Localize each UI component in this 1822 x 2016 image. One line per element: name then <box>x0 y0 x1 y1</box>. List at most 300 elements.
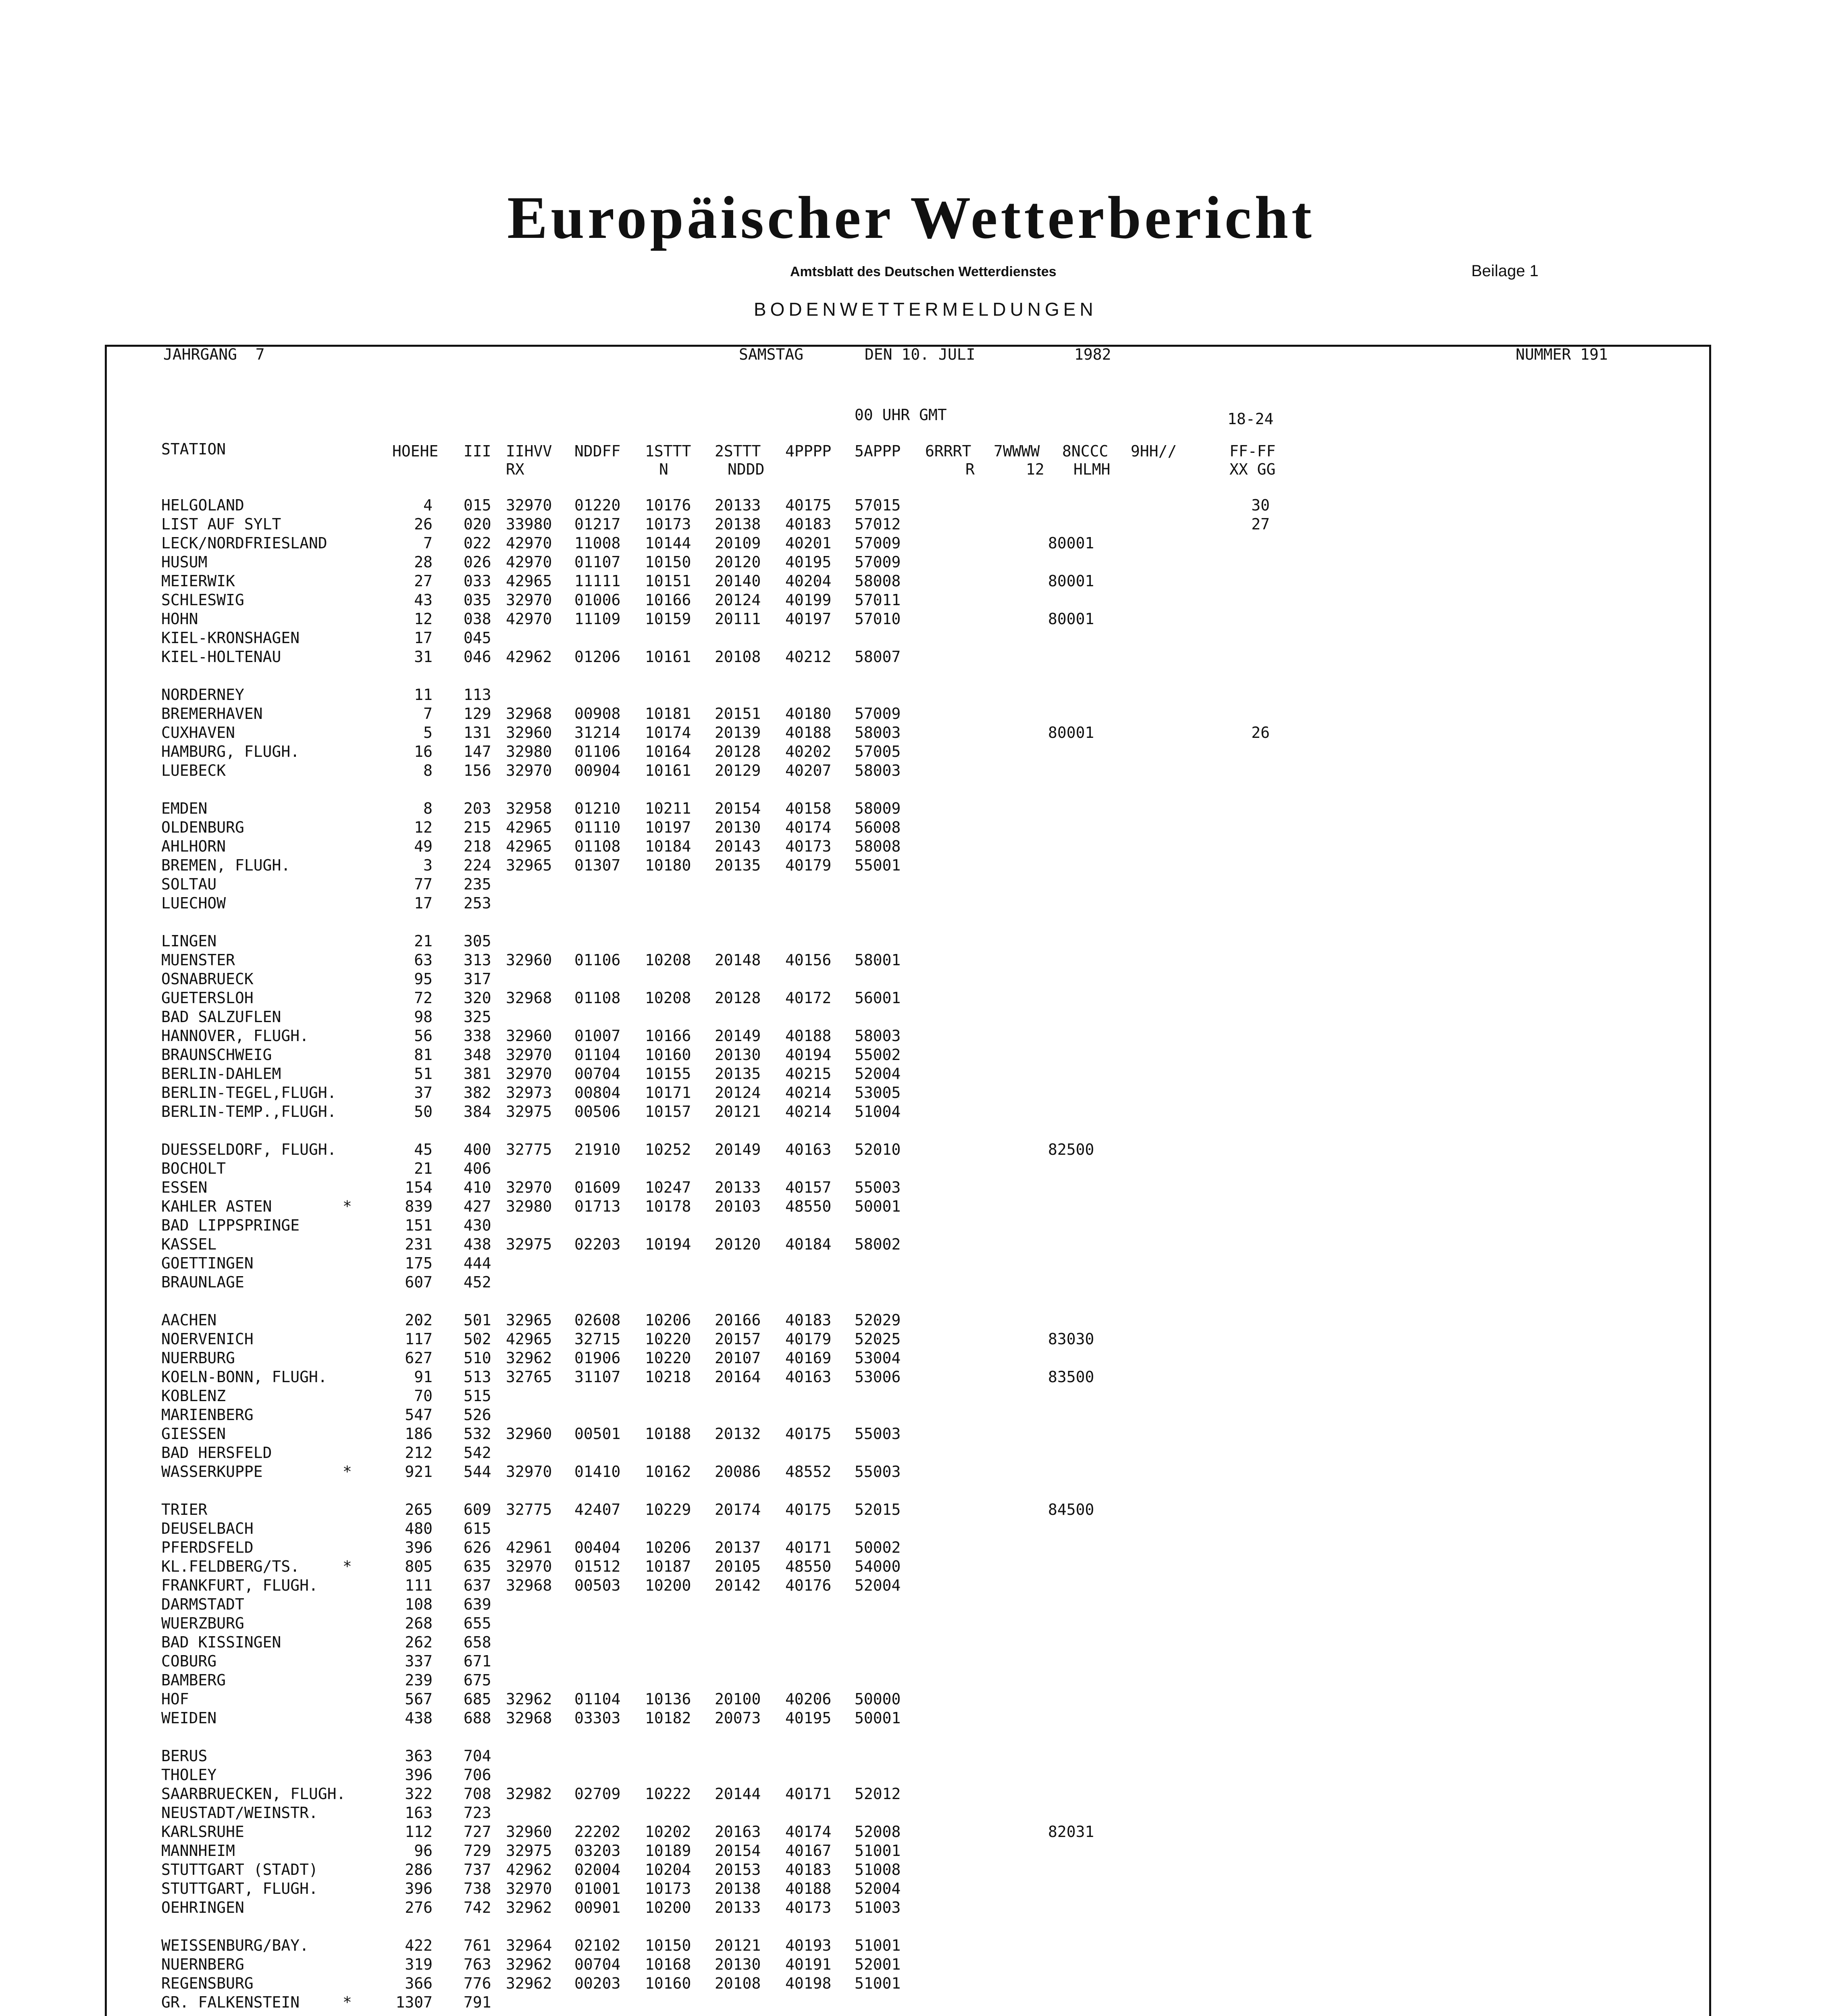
group-4pppp: 40158 <box>785 800 832 817</box>
group-5appp: 57015 <box>855 496 901 514</box>
station-row <box>107 1045 1709 1064</box>
group-iihvv: 32973 <box>506 1084 552 1102</box>
station-id: 688 <box>464 1709 491 1727</box>
group-4pppp: 40184 <box>785 1235 832 1253</box>
station-name: WEISSENBURG/BAY. <box>161 1937 309 1954</box>
station-height: 63 <box>414 951 433 969</box>
station-name: NORDERNEY <box>161 686 244 704</box>
group-5appp: 52004 <box>855 1065 901 1083</box>
station-height: 319 <box>405 1956 433 1973</box>
group-4pppp: 40183 <box>785 1861 832 1879</box>
station-row <box>107 515 1709 534</box>
station-height: 363 <box>405 1747 433 1765</box>
group-4pppp: 40195 <box>785 553 832 571</box>
group-2sttt: 20128 <box>715 743 761 760</box>
group-2sttt: 20133 <box>715 496 761 514</box>
station-id: 502 <box>464 1330 491 1348</box>
group-5appp: 53005 <box>855 1084 901 1102</box>
group-nddff: 02608 <box>574 1311 621 1329</box>
group-1sttt: 10220 <box>645 1330 691 1348</box>
station-row <box>107 932 1709 951</box>
group-nddff: 01108 <box>574 837 621 855</box>
station-height: 117 <box>405 1330 433 1348</box>
station-name: KIEL-KRONSHAGEN <box>161 629 300 647</box>
group-2sttt: 20124 <box>715 1084 761 1102</box>
station-row <box>107 591 1709 610</box>
group-1sttt: 10206 <box>645 1539 691 1556</box>
station-height: 5 <box>423 724 433 741</box>
station-id: 147 <box>464 743 491 760</box>
group-1sttt: 10218 <box>645 1368 691 1386</box>
group-4pppp: 40169 <box>785 1349 832 1367</box>
group-4pppp: 40171 <box>785 1785 832 1803</box>
group-nddff: 02203 <box>574 1235 621 1253</box>
station-id: 317 <box>464 970 491 988</box>
group-iihvv: 32960 <box>506 951 552 969</box>
station-height: 3 <box>423 856 433 874</box>
group-5appp: 58001 <box>855 951 901 969</box>
group-iihvv: 32970 <box>506 1046 552 1064</box>
group-iihvv: 32970 <box>506 1065 552 1083</box>
station-row <box>107 723 1709 742</box>
station-id: 410 <box>464 1179 491 1196</box>
station-height: 322 <box>405 1785 433 1803</box>
column-ff-ff: FF-FF <box>1229 442 1276 460</box>
station-height: 26 <box>414 515 433 533</box>
station-height: 77 <box>414 875 433 893</box>
group-8nccc: 80001 <box>1048 572 1094 590</box>
station-height: 108 <box>405 1595 433 1613</box>
column-5appp: 5APPP <box>855 442 901 460</box>
column-7wwww: 7WWWW <box>994 442 1040 460</box>
station-height: 17 <box>414 629 433 647</box>
mountain-marker: * <box>343 1198 352 1215</box>
section-title: BODENWETTERMELDUNGEN <box>754 299 1097 320</box>
station-height: 45 <box>414 1141 433 1158</box>
group-nddff: 01210 <box>574 800 621 817</box>
station-row <box>107 1311 1709 1330</box>
group-2sttt: 20108 <box>715 1974 761 1992</box>
group-iihvv: 42961 <box>506 1539 552 1556</box>
station-id: 156 <box>464 762 491 779</box>
station-row <box>107 1690 1709 1709</box>
group-4pppp: 40156 <box>785 951 832 969</box>
station-height: 17 <box>414 894 433 912</box>
group-2sttt: 20086 <box>715 1463 761 1481</box>
station-name: KASSEL <box>161 1235 217 1253</box>
group-8nccc: 82031 <box>1048 1823 1094 1841</box>
station-id: 637 <box>464 1577 491 1594</box>
station-row <box>107 1785 1709 1804</box>
group-iihvv: 32980 <box>506 1198 552 1215</box>
mountain-marker: * <box>343 1463 352 1481</box>
station-row <box>107 1519 1709 1538</box>
station-row <box>107 1083 1709 1102</box>
group-4pppp: 40199 <box>785 591 832 609</box>
station-name: KOELN-BONN, FLUGH. <box>161 1368 327 1386</box>
station-height: 212 <box>405 1444 433 1462</box>
station-name: EMDEN <box>161 800 208 817</box>
station-name: KARLSRUHE <box>161 1823 244 1841</box>
group-nddff: 00404 <box>574 1539 621 1556</box>
group-2sttt: 20130 <box>715 818 761 836</box>
group-2sttt: 20133 <box>715 1899 761 1916</box>
group-2sttt: 20135 <box>715 1065 761 1083</box>
group-5appp: 50001 <box>855 1198 901 1215</box>
group-iihvv: 32970 <box>506 1880 552 1897</box>
group-iihvv: 32962 <box>506 1349 552 1367</box>
station-id: 609 <box>464 1501 491 1518</box>
group-nddff: 00501 <box>574 1425 621 1443</box>
group-1sttt: 10166 <box>645 1027 691 1045</box>
column-9hh: 9HH// <box>1131 442 1177 460</box>
group-4pppp: 40157 <box>785 1179 832 1196</box>
column-iihvv-sub: RX <box>506 460 524 478</box>
group-4pppp: 40180 <box>785 705 832 723</box>
station-row <box>107 1178 1709 1197</box>
group-2sttt: 20174 <box>715 1501 761 1518</box>
station-row <box>107 648 1709 666</box>
station-id: 026 <box>464 553 491 571</box>
group-2sttt: 20100 <box>715 1690 761 1708</box>
station-id: 022 <box>464 534 491 552</box>
group-2sttt: 20153 <box>715 1861 761 1879</box>
group-1sttt: 10204 <box>645 1861 691 1879</box>
station-name: REGENSBURG <box>161 1974 254 1992</box>
group-iihvv: 32962 <box>506 1899 552 1916</box>
station-row <box>107 1216 1709 1235</box>
group-4pppp: 40179 <box>785 1330 832 1348</box>
group-4pppp: 40173 <box>785 837 832 855</box>
group-8nccc: 83030 <box>1048 1330 1094 1348</box>
group-nddff: 00704 <box>574 1065 621 1083</box>
station-height: 151 <box>405 1216 433 1234</box>
group-nddff: 02004 <box>574 1861 621 1879</box>
group-1sttt: 10150 <box>645 1937 691 1954</box>
group-nddff: 00704 <box>574 1956 621 1973</box>
station-name: PFERDSFELD <box>161 1539 254 1556</box>
group-5appp: 57012 <box>855 515 901 533</box>
group-1sttt: 10150 <box>645 553 691 571</box>
group-5appp: 55002 <box>855 1046 901 1064</box>
group-5appp: 51001 <box>855 1937 901 1954</box>
station-row <box>107 799 1709 818</box>
group-5appp: 50001 <box>855 1709 901 1727</box>
group-iihvv: 32962 <box>506 1956 552 1973</box>
group-2sttt: 20151 <box>715 705 761 723</box>
group-iihvv: 32970 <box>506 496 552 514</box>
group-5appp: 51004 <box>855 1103 901 1120</box>
station-id: 045 <box>464 629 491 647</box>
group-1sttt: 10176 <box>645 496 691 514</box>
station-row <box>107 1254 1709 1273</box>
group-2sttt: 20111 <box>715 610 761 628</box>
station-name: AHLHORN <box>161 837 226 855</box>
column-8nccc-sub: HLMH <box>1073 460 1111 478</box>
group-1sttt: 10173 <box>645 1880 691 1897</box>
group-4pppp: 40195 <box>785 1709 832 1727</box>
station-height: 396 <box>405 1880 433 1897</box>
group-4pppp: 40215 <box>785 1065 832 1083</box>
group-2sttt: 20108 <box>715 648 761 666</box>
group-2sttt: 20124 <box>715 591 761 609</box>
group-4pppp: 40204 <box>785 572 832 590</box>
group-nddff: 03303 <box>574 1709 621 1727</box>
group-nddff: 01001 <box>574 1880 621 1897</box>
station-id: 704 <box>464 1747 491 1765</box>
station-name: BRAUNSCHWEIG <box>161 1046 272 1064</box>
station-row <box>107 1671 1709 1690</box>
group-5appp: 57009 <box>855 705 901 723</box>
column-8nccc: 8NCCC <box>1062 442 1109 460</box>
group-1sttt: 10197 <box>645 818 691 836</box>
group-iihvv: 32970 <box>506 1179 552 1196</box>
station-height: 163 <box>405 1804 433 1822</box>
period-label: 18-24 <box>1227 410 1274 428</box>
station-height: 154 <box>405 1179 433 1196</box>
group-nddff: 02709 <box>574 1785 621 1803</box>
station-row <box>107 1406 1709 1425</box>
station-row <box>107 894 1709 913</box>
group-5appp: 52001 <box>855 1956 901 1973</box>
group-1sttt: 10166 <box>645 591 691 609</box>
station-height: 366 <box>405 1974 433 1992</box>
group-5appp: 51008 <box>855 1861 901 1879</box>
station-id: 129 <box>464 705 491 723</box>
station-height: 567 <box>405 1690 433 1708</box>
station-id: 742 <box>464 1899 491 1916</box>
group-2sttt: 20105 <box>715 1558 761 1575</box>
station-row <box>107 1064 1709 1083</box>
group-iihvv: 32975 <box>506 1842 552 1860</box>
group-4pppp: 40163 <box>785 1141 832 1158</box>
group-iihvv: 32960 <box>506 1425 552 1443</box>
station-name: NUERNBERG <box>161 1956 244 1973</box>
group-1sttt: 10187 <box>645 1558 691 1575</box>
mountain-marker: * <box>343 1558 352 1575</box>
group-2sttt: 20142 <box>715 1577 761 1594</box>
group-2sttt: 20120 <box>715 1235 761 1253</box>
group-5appp: 52010 <box>855 1141 901 1158</box>
group-4pppp: 40188 <box>785 1880 832 1897</box>
station-row <box>107 742 1709 761</box>
group-nddff: 01713 <box>574 1198 621 1215</box>
group-1sttt: 10202 <box>645 1823 691 1841</box>
group-4pppp: 40179 <box>785 856 832 874</box>
group-4pppp: 40193 <box>785 1937 832 1954</box>
station-id: 737 <box>464 1861 491 1879</box>
station-height: 276 <box>405 1899 433 1916</box>
station-id: 406 <box>464 1160 491 1177</box>
station-name: GOETTINGEN <box>161 1254 254 1272</box>
station-height: 839 <box>405 1198 433 1215</box>
station-id: 015 <box>464 496 491 514</box>
group-iihvv: 32970 <box>506 1558 552 1575</box>
station-height: 175 <box>405 1254 433 1272</box>
group-4pppp: 40163 <box>785 1368 832 1386</box>
group-5appp: 57010 <box>855 610 901 628</box>
station-name: MARIENBERG <box>161 1406 254 1424</box>
group-5appp: 52012 <box>855 1785 901 1803</box>
group-8nccc: 80001 <box>1048 610 1094 628</box>
group-4pppp: 40194 <box>785 1046 832 1064</box>
group-iihvv: 32982 <box>506 1785 552 1803</box>
station-id: 727 <box>464 1823 491 1841</box>
station-row <box>107 1462 1709 1481</box>
station-id: 313 <box>464 951 491 969</box>
group-4pppp: 40171 <box>785 1539 832 1556</box>
group-iihvv: 32960 <box>506 1823 552 1841</box>
station-height: 422 <box>405 1937 433 1954</box>
group-nddff: 11008 <box>574 534 621 552</box>
group-iihvv: 32975 <box>506 1235 552 1253</box>
group-iihvv: 32765 <box>506 1368 552 1386</box>
station-height: 8 <box>423 800 433 817</box>
group-5appp: 57005 <box>855 743 901 760</box>
station-height: 72 <box>414 989 433 1007</box>
station-height: 21 <box>414 1160 433 1177</box>
station-row <box>107 970 1709 989</box>
station-id: 658 <box>464 1633 491 1651</box>
station-id: 348 <box>464 1046 491 1064</box>
group-2sttt: 20143 <box>715 837 761 855</box>
group-nddff: 31214 <box>574 724 621 741</box>
group-1sttt: 10160 <box>645 1974 691 1992</box>
year-label: 1982 <box>1074 346 1111 363</box>
group-1sttt: 10188 <box>645 1425 691 1443</box>
station-height: 28 <box>414 553 433 571</box>
station-name: SAARBRUECKEN, FLUGH. <box>161 1785 346 1803</box>
column-4pppp: 4PPPP <box>785 442 832 460</box>
group-iihvv: 32775 <box>506 1141 552 1158</box>
group-2sttt: 20149 <box>715 1141 761 1158</box>
column-station: STATION <box>161 440 226 458</box>
group-1sttt: 10211 <box>645 800 691 817</box>
station-name: DUESSELDORF, FLUGH. <box>161 1141 337 1158</box>
group-8nccc: 84500 <box>1048 1501 1094 1518</box>
group-4pppp: 40174 <box>785 818 832 836</box>
group-nddff: 00904 <box>574 762 621 779</box>
station-name: ESSEN <box>161 1179 208 1196</box>
group-iihvv: 42965 <box>506 837 552 855</box>
group-nddff: 01108 <box>574 989 621 1007</box>
group-4pppp: 40188 <box>785 1027 832 1045</box>
station-name: TRIER <box>161 1501 208 1518</box>
station-id: 427 <box>464 1198 491 1215</box>
station-row <box>107 1766 1709 1785</box>
station-id: 510 <box>464 1349 491 1367</box>
station-name: LINGEN <box>161 932 217 950</box>
group-1sttt: 10178 <box>645 1198 691 1215</box>
group-8nccc: 80001 <box>1048 724 1094 741</box>
column-6rrrt-sub: R <box>965 460 975 478</box>
group-8nccc: 83500 <box>1048 1368 1094 1386</box>
station-name: HAMBURG, FLUGH. <box>161 743 300 760</box>
station-id: 253 <box>464 894 491 912</box>
station-id: 325 <box>464 1008 491 1026</box>
group-4pppp: 40188 <box>785 724 832 741</box>
station-id: 791 <box>464 1993 491 2011</box>
group-nddff: 01307 <box>574 856 621 874</box>
station-name: LIST AUF SYLT <box>161 515 281 533</box>
station-name: SCHLESWIG <box>161 591 244 609</box>
station-height: 81 <box>414 1046 433 1064</box>
group-nddff: 01104 <box>574 1046 621 1064</box>
group-nddff: 01217 <box>574 515 621 533</box>
group-iihvv: 33980 <box>506 515 552 533</box>
station-name: BAD LIPPSPRINGE <box>161 1216 300 1234</box>
station-id: 542 <box>464 1444 491 1462</box>
group-iihvv: 32970 <box>506 591 552 609</box>
station-name: BREMEN, FLUGH. <box>161 856 291 874</box>
group-2sttt: 20144 <box>715 1785 761 1803</box>
station-id: 338 <box>464 1027 491 1045</box>
station-height: 231 <box>405 1235 433 1253</box>
group-nddff: 01206 <box>574 648 621 666</box>
group-2sttt: 20135 <box>715 856 761 874</box>
station-row <box>107 1822 1709 1841</box>
station-name: BAMBERG <box>161 1671 226 1689</box>
station-row <box>107 1557 1709 1576</box>
group-iihvv: 32960 <box>506 1027 552 1045</box>
group-2sttt: 20130 <box>715 1046 761 1064</box>
station-id: 224 <box>464 856 491 874</box>
station-row <box>107 951 1709 970</box>
station-height: 11 <box>414 686 433 704</box>
group-5appp: 51001 <box>855 1974 901 1992</box>
station-id: 532 <box>464 1425 491 1443</box>
station-row <box>107 1008 1709 1027</box>
station-row <box>107 610 1709 629</box>
station-height: 49 <box>414 837 433 855</box>
group-5appp: 52015 <box>855 1501 901 1518</box>
station-id: 615 <box>464 1520 491 1537</box>
station-height: 1307 <box>395 1993 433 2011</box>
station-name: NUERBURG <box>161 1349 235 1367</box>
station-height: 7 <box>423 705 433 723</box>
station-id: 430 <box>464 1216 491 1234</box>
station-row <box>107 1955 1709 1974</box>
station-id: 320 <box>464 989 491 1007</box>
group-iihvv: 32975 <box>506 1103 552 1120</box>
group-4pppp: 40214 <box>785 1084 832 1102</box>
group-nddff: 22202 <box>574 1823 621 1841</box>
group-2sttt: 20164 <box>715 1368 761 1386</box>
station-row <box>107 1102 1709 1121</box>
station-row <box>107 629 1709 648</box>
station-height: 12 <box>414 610 433 628</box>
station-name: BRAUNLAGE <box>161 1273 244 1291</box>
station-row <box>107 761 1709 780</box>
group-4pppp: 40172 <box>785 989 832 1007</box>
column-2sttt: 2STTT <box>715 442 761 460</box>
station-height: 239 <box>405 1671 433 1689</box>
group-1sttt: 10200 <box>645 1577 691 1594</box>
group-1sttt: 10173 <box>645 515 691 533</box>
group-ff-gust: 30 <box>1251 496 1270 514</box>
station-row <box>107 1500 1709 1519</box>
group-nddff: 01007 <box>574 1027 621 1045</box>
group-5appp: 52004 <box>855 1577 901 1594</box>
group-nddff: 01107 <box>574 553 621 571</box>
station-name: STUTTGART (STADT) <box>161 1861 318 1879</box>
station-row <box>107 1709 1709 1728</box>
station-height: 50 <box>414 1103 433 1120</box>
station-name: DEUSELBACH <box>161 1520 254 1537</box>
station-id: 381 <box>464 1065 491 1083</box>
station-name: DARMSTADT <box>161 1595 244 1613</box>
group-5appp: 50000 <box>855 1690 901 1708</box>
